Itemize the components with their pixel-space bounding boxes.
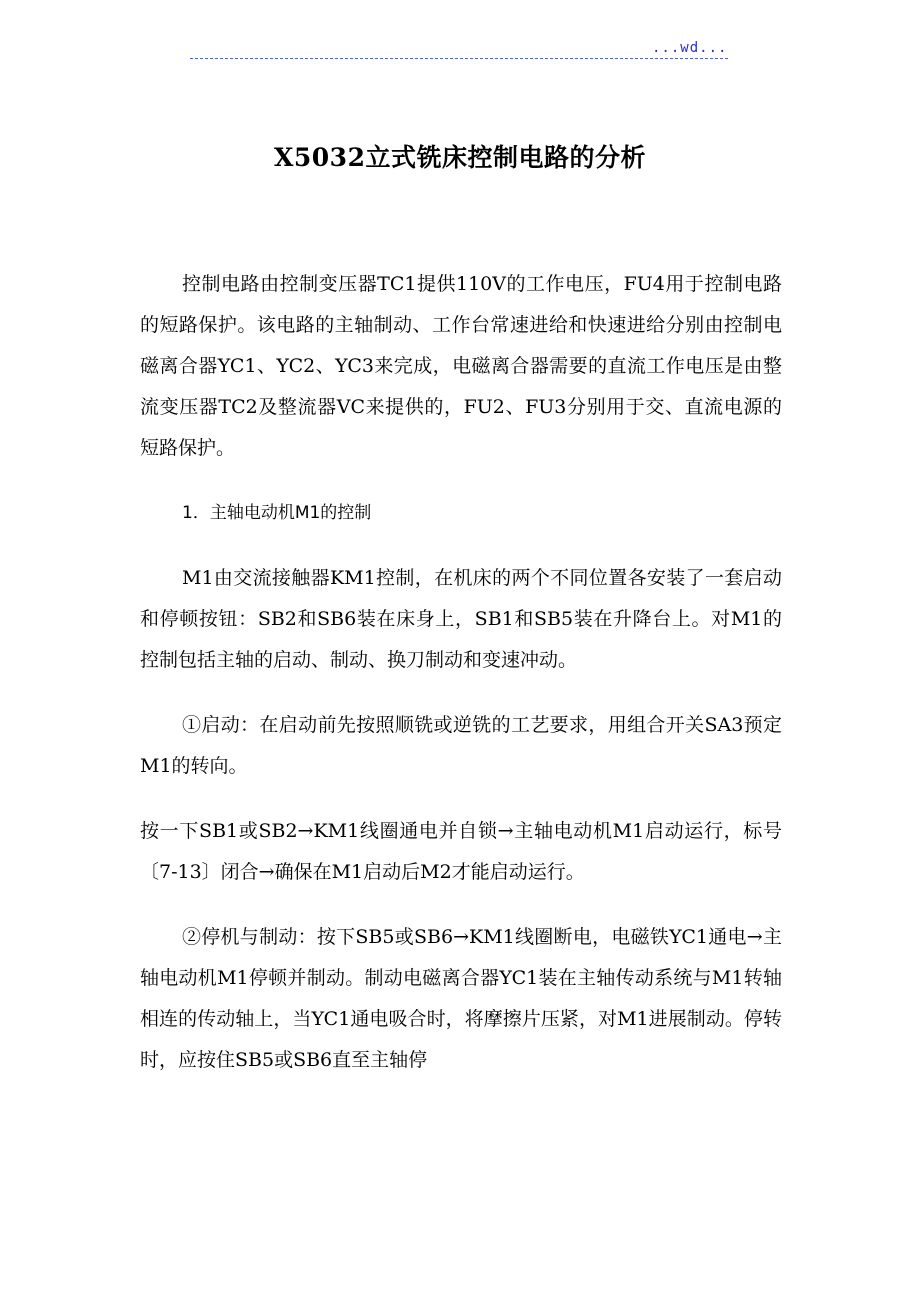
paragraph-stop-brake: ②停机与制动：按下SB5或SB6→KM1线圈断电，电磁铁YC1通电→主轴电动机M1停顿并制动。制动电磁离合器YC1装在主轴传动系统与M1转轴相连的传动轴上，当YC1通电吸合时，将摩擦片压紧，对M1进展制动。停转时，应按住SB5或SB6直至主轴停 — [140, 926, 782, 1071]
document-body — [140, 264, 782, 1081]
header-mark: ...wd... — [652, 40, 728, 56]
paragraph-start: ①启动：在启动前先按照顺铣或逆铣的工艺要求，用组合开关SA3预定M1的转向。 — [140, 714, 782, 777]
document-title: X5032立式铣床控制电路的分析 — [274, 143, 646, 172]
section-heading-spindle-motor: 1．主轴电动机M1的控制 — [182, 503, 372, 523]
paragraph-control-circuit: 控制电路由控制变压器TC1提供110V的工作电压，FU4用于控制电路的短路保护。该电路的主轴制动、工作台常速进给和快速进给分别由控制电磁离合器YC1、YC2、YC3来完成，电磁离合器需要的直流工作电压是由整流变压器TC2及整流器VC来提供的，FU2、FU3分别用于交、直流电源的短路保护。 — [140, 273, 782, 459]
paragraph-m1-control: M1由交流接触器KM1控制，在机床的两个不同位置各安装了一套启动和停顿按钮：SB2和SB6装在床身上，SB1和SB5装在升降台上。对M1的控制包括主轴的启动、制动、换刀制动和变速冲动。 — [140, 567, 782, 671]
header-rule — [190, 58, 728, 59]
paragraph-start-sequence: 按一下SB1或SB2→KM1线圈通电并自锁→主轴电动机M1启动运行，标号〔7-13〕闭合→确保在M1启动后M2才能启动运行。 — [140, 820, 782, 883]
